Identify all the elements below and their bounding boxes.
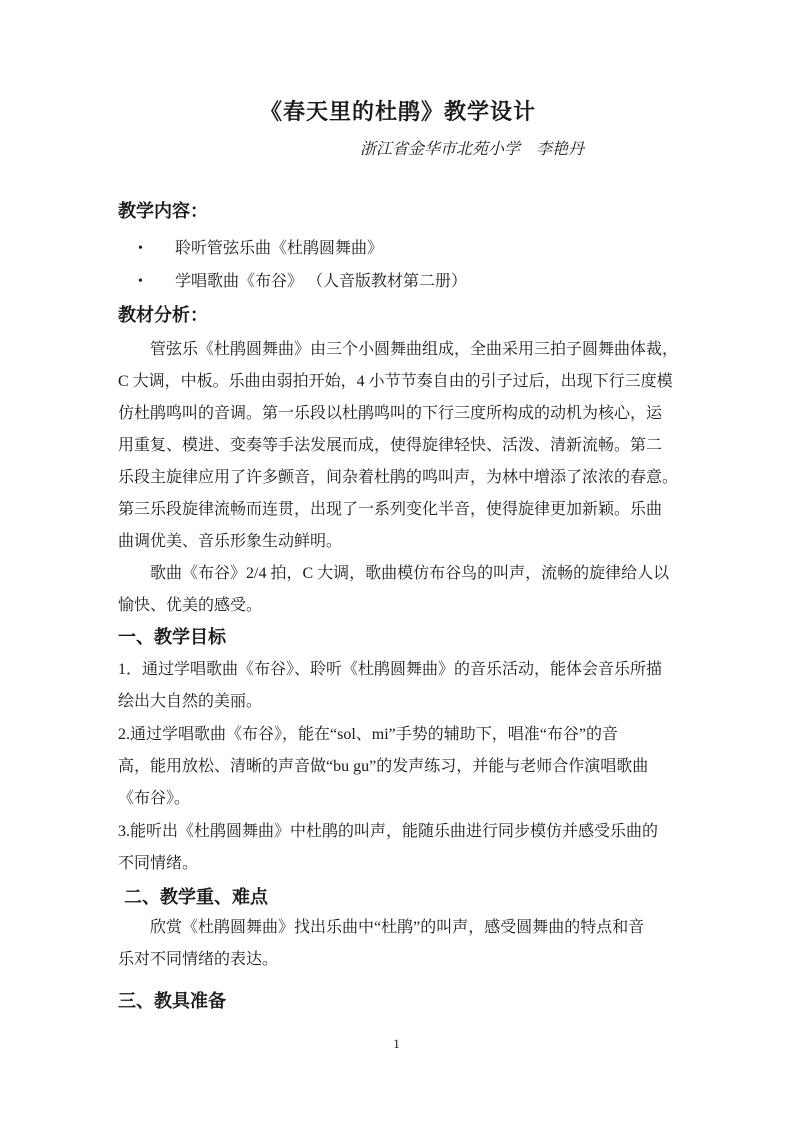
- paragraph-line: 乐对不同情绪的表达。: [118, 951, 279, 968]
- paragraph-line: 用重复、模进、变奏等手法发展而成，使得旋律轻快、活泼、清新流畅。第二: [118, 437, 663, 454]
- paragraph-line: 第三乐段旋律流畅而连贯，出现了一系列变化半音，使得旋律更加新颖。乐曲: [118, 501, 663, 518]
- list-item-text: 聆听管弦乐曲《杜鹃圆舞曲》: [175, 240, 384, 257]
- paragraph-line: 曲调优美、音乐形象生动鲜明。: [118, 533, 343, 550]
- paragraph-line: 高，能用放松、清晰的声音做“bu gu”的发声练习，并能与老师合作演唱歌曲: [118, 758, 649, 775]
- heading-key-difficult-points: 二、教学重、难点: [124, 887, 268, 907]
- teaching-content-list: [118, 232, 678, 298]
- heading-material-analysis: 教材分析：: [118, 305, 208, 325]
- goal-item-1: [118, 654, 678, 718]
- paragraph-line: 2.通过学唱歌曲《布谷》，能在“sol、mi”手势的辅助下，唱准“布谷”的音: [118, 726, 618, 743]
- keypoints-paragraph: [118, 912, 678, 976]
- page-number: 1: [393, 1036, 400, 1051]
- paragraph-line: 仿杜鹃鸣叫的音调。第一乐段以杜鹃鸣叫的下行三度所构成的动机为核心，运: [118, 405, 663, 422]
- paragraph-line: 《布谷》。: [118, 790, 191, 807]
- list-item: [118, 265, 678, 298]
- document-content: [118, 0, 678, 1014]
- bullet-icon: •: [138, 274, 143, 289]
- heading-teaching-aids: 三、教具准备: [118, 991, 226, 1011]
- doc-author: 浙江省金华市北苑小学 李艳丹: [359, 141, 584, 158]
- list-item: [118, 232, 678, 265]
- paragraph-line: 欣赏《杜鹃圆舞曲》找出乐曲中“杜鹃”的叫声，感受圆舞曲的特点和音: [150, 919, 645, 936]
- paragraph-line: 管弦乐《杜鹃圆舞曲》由三个小圆舞曲组成，全曲采用三拍子圆舞曲体裁，: [150, 341, 679, 358]
- paragraph-line: 不同情绪。: [118, 855, 199, 872]
- heading-teaching-goals: 一、教学目标: [118, 627, 226, 647]
- paragraph-line: 愉快、优美的感受。: [118, 597, 263, 614]
- paragraph-line: 1．通过学唱歌曲《布谷》、聆听《杜鹃圆舞曲》的音乐活动，能体会音乐所描: [118, 661, 663, 678]
- paragraph-line: 绘出大自然的美丽。: [118, 693, 263, 710]
- paragraph-line: C 大调，中板。乐曲由弱拍开始，4 小节节奏自由的引子过后，出现下行三度模: [118, 373, 673, 390]
- goal-item-3: [118, 816, 678, 880]
- doc-title: 《春天里的杜鹃》教学设计: [259, 99, 536, 124]
- heading-teaching-content: 教学内容：: [118, 201, 208, 221]
- paragraph-line: 3.能听出《杜鹃圆舞曲》中杜鹃的叫声，能随乐曲进行同步模仿并感受乐曲的: [118, 823, 659, 840]
- paragraph-line: 乐段主旋律应用了许多颤音，间杂着杜鹃的鸣叫声，为林中增添了浓浓的春意。: [118, 469, 679, 486]
- list-item-text: 学唱歌曲《布谷》 （人音版教材第二册）: [175, 273, 468, 290]
- analysis-paragraph-2: [118, 558, 678, 622]
- bullet-icon: •: [138, 241, 143, 256]
- goal-item-2: [118, 719, 678, 815]
- paragraph-line: 歌曲《布谷》2/4 拍，C 大调，歌曲模仿布谷鸟的叫声，流畅的旋律给人以: [150, 565, 670, 582]
- analysis-paragraph-1: [118, 334, 678, 558]
